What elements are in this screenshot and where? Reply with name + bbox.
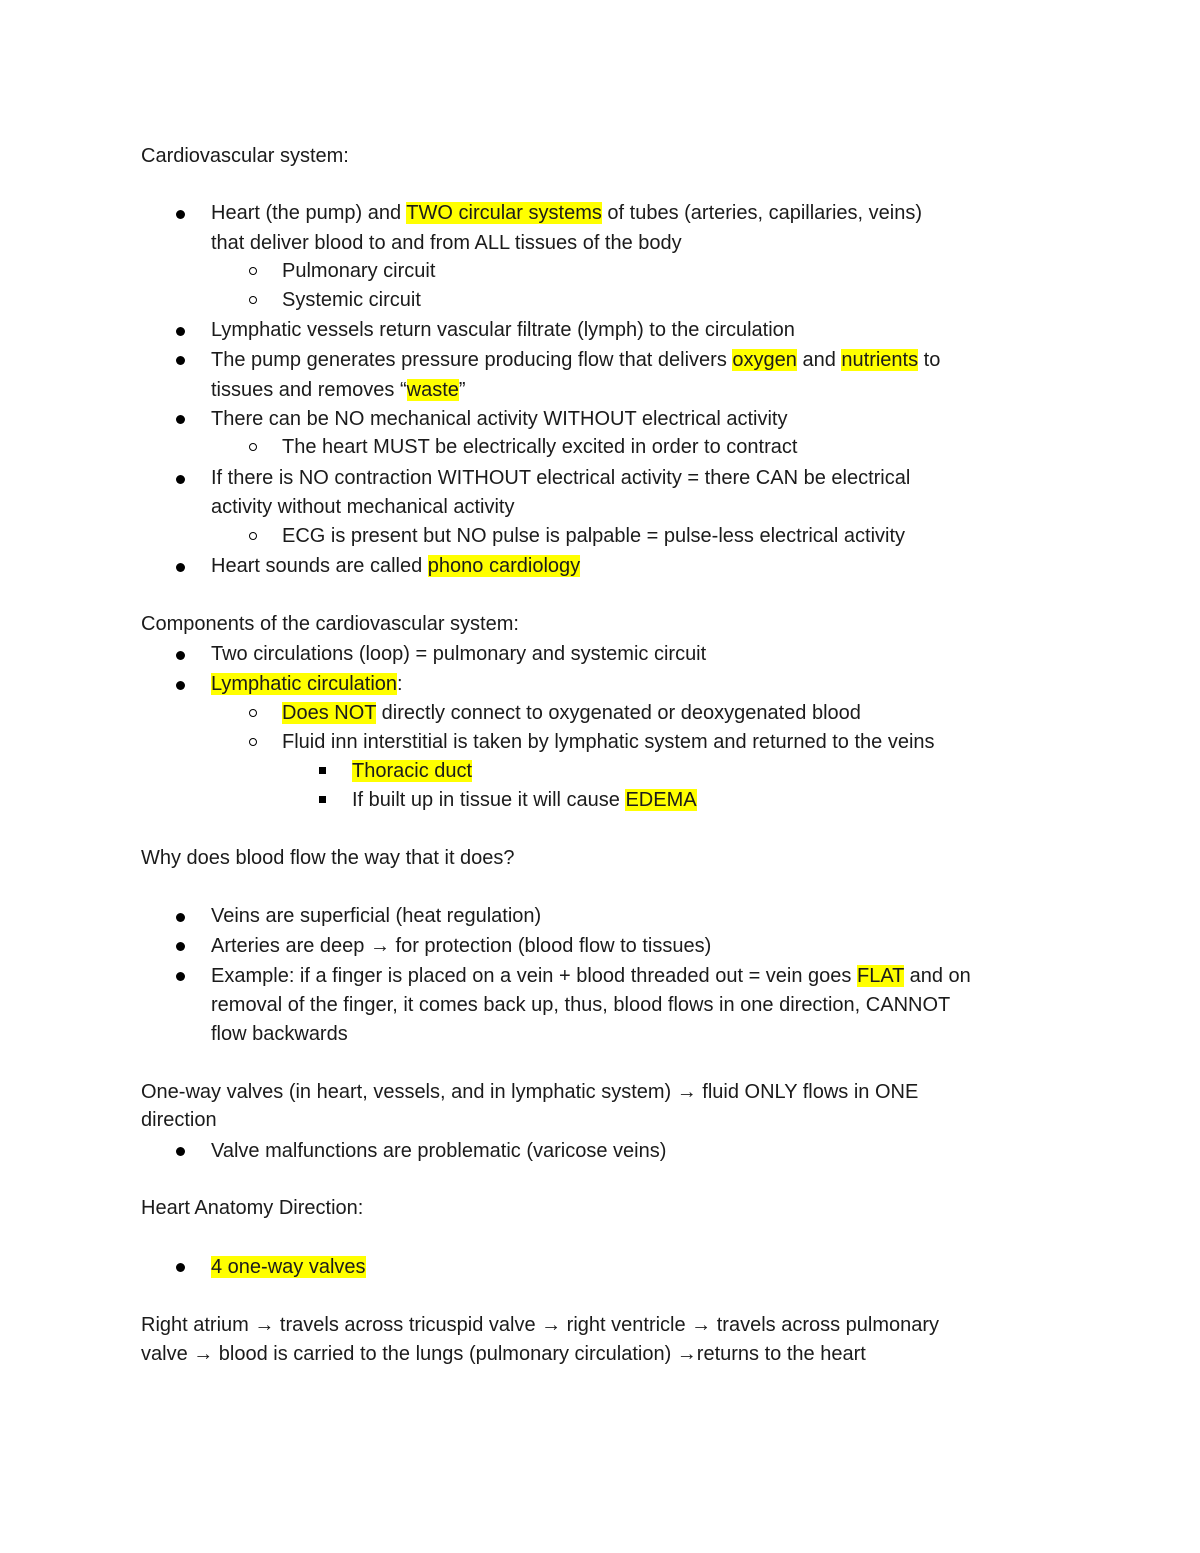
bullet-circle-icon bbox=[249, 296, 257, 304]
bullet-dot-icon bbox=[176, 415, 185, 424]
highlight-lymphatic-circulation: Lymphatic circulation bbox=[211, 673, 398, 695]
highlight-phono-cardiology: phono cardiology bbox=[427, 555, 581, 577]
sub-bullet-systemic-circuit: Systemic circuit bbox=[282, 289, 421, 311]
sub-bullet-pulmonary-circuit: Pulmonary circuit bbox=[282, 260, 436, 282]
bullet-dot-icon bbox=[176, 210, 185, 219]
highlight-waste: waste bbox=[406, 379, 459, 401]
highlight-nutrients: nutrients bbox=[841, 349, 919, 371]
highlight-oxygen: oxygen bbox=[732, 349, 797, 371]
bullet-square-icon bbox=[319, 767, 326, 774]
bullet-lymphatic-circulation: Lymphatic circulation: bbox=[211, 673, 403, 695]
bullet-circle-icon bbox=[249, 709, 257, 717]
bullet-dot-icon bbox=[176, 972, 185, 981]
highlight-two-circular-systems: TWO circular systems bbox=[406, 202, 602, 224]
sub-sub-bullet-edema: If built up in tissue it will cause EDEMA bbox=[352, 789, 697, 811]
highlight-thoracic-duct: Thoracic duct bbox=[352, 760, 473, 782]
bullet-dot-icon bbox=[176, 327, 185, 336]
bullet-finger-example: Example: if a finger is placed on a vein + blood threaded out = vein goes FLAT and on bbox=[211, 965, 971, 987]
bullet-dot-icon bbox=[176, 563, 185, 572]
bullet-heart-sounds: Heart sounds are called phono cardiology bbox=[211, 555, 581, 577]
section-heading-heart-anatomy: Heart Anatomy Direction: bbox=[141, 1197, 364, 1219]
paragraph-one-way-valves-continued: direction bbox=[141, 1109, 217, 1131]
bullet-lymphatic-vessels: Lymphatic vessels return vascular filtrate (lymph) to the circulation bbox=[211, 319, 795, 341]
sub-bullet-fluid-interstitial: Fluid inn interstitial is taken by lymphatic system and returned to the veins bbox=[282, 731, 935, 753]
bullet-pump-pressure-continued: tissues and removes “waste” bbox=[211, 379, 466, 401]
sub-bullet-ecg-present: ECG is present but NO pulse is palpable = pulse-less electrical activity bbox=[282, 525, 906, 547]
bullet-four-valves bbox=[211, 1253, 366, 1282]
bullet-dot-icon bbox=[176, 913, 185, 922]
bullet-dot-icon bbox=[176, 475, 185, 484]
bullet-dot-icon bbox=[176, 681, 185, 690]
bullet-two-circulations: Two circulations (loop) = pulmonary and systemic circuit bbox=[211, 643, 707, 665]
bullet-finger-example-continued-2: flow backwards bbox=[211, 1023, 348, 1045]
sub-sub-bullet-thoracic-duct bbox=[352, 757, 472, 786]
paragraph-right-atrium-flow: Right atrium → travels across tricuspid valve → right ventricle → travels across pulmonary bbox=[141, 1314, 940, 1336]
bullet-dot-icon bbox=[176, 356, 185, 365]
bullet-circle-icon bbox=[249, 738, 257, 746]
highlight-flat: FLAT bbox=[856, 965, 905, 987]
bullet-square-icon bbox=[319, 796, 326, 803]
bullet-dot-icon bbox=[176, 942, 185, 951]
bullet-heart-pump-continued: that deliver blood to and from ALL tissues of the body bbox=[211, 232, 682, 254]
bullet-arteries-deep: Arteries are deep → for protection (blood flow to tissues) bbox=[211, 935, 712, 957]
bullet-dot-icon bbox=[176, 1263, 185, 1272]
bullet-no-contraction-continued: activity without mechanical activity bbox=[211, 496, 515, 518]
bullet-no-contraction: If there is NO contraction WITHOUT electrical activity = there CAN be electrical bbox=[211, 467, 911, 489]
highlight-does-not: Does NOT bbox=[282, 702, 377, 724]
bullet-circle-icon bbox=[249, 443, 257, 451]
bullet-valve-malfunctions: Valve malfunctions are problematic (varicose veins) bbox=[211, 1140, 667, 1162]
sub-bullet-does-not-connect: Does NOT directly connect to oxygenated or deoxygenated blood bbox=[282, 702, 861, 724]
sub-bullet-electrically-excited: The heart MUST be electrically excited in order to contract bbox=[282, 436, 798, 458]
section-heading-cardiovascular: Cardiovascular system: bbox=[141, 145, 349, 167]
paragraph-one-way-valves: One-way valves (in heart, vessels, and in lymphatic system) → fluid ONLY flows in ONE bbox=[141, 1081, 919, 1103]
paragraph-right-atrium-flow-continued: valve → blood is carried to the lungs (pulmonary circulation) →returns to the heart bbox=[141, 1343, 866, 1365]
bullet-circle-icon bbox=[249, 267, 257, 275]
highlight-edema: EDEMA bbox=[625, 789, 697, 811]
bullet-pump-pressure: The pump generates pressure producing flow that delivers oxygen and nutrients to bbox=[211, 349, 941, 371]
bullet-mechanical-activity: There can be NO mechanical activity WITHOUT electrical activity bbox=[211, 408, 788, 430]
bullet-heart-pump: Heart (the pump) and TWO circular systems of tubes (arteries, capillaries, veins) bbox=[211, 202, 922, 224]
section-heading-why-blood-flows: Why does blood flow the way that it does? bbox=[141, 847, 515, 869]
bullet-dot-icon bbox=[176, 1147, 185, 1156]
bullet-circle-icon bbox=[249, 532, 257, 540]
bullet-finger-example-continued: removal of the finger, it comes back up, thus, blood flows in one direction, CANNOT bbox=[211, 994, 951, 1016]
bullet-dot-icon bbox=[176, 651, 185, 660]
bullet-veins-superficial: Veins are superficial (heat regulation) bbox=[211, 905, 542, 927]
section-heading-components: Components of the cardiovascular system: bbox=[141, 613, 519, 635]
highlight-four-one-way-valves: 4 one-way valves bbox=[211, 1256, 366, 1278]
